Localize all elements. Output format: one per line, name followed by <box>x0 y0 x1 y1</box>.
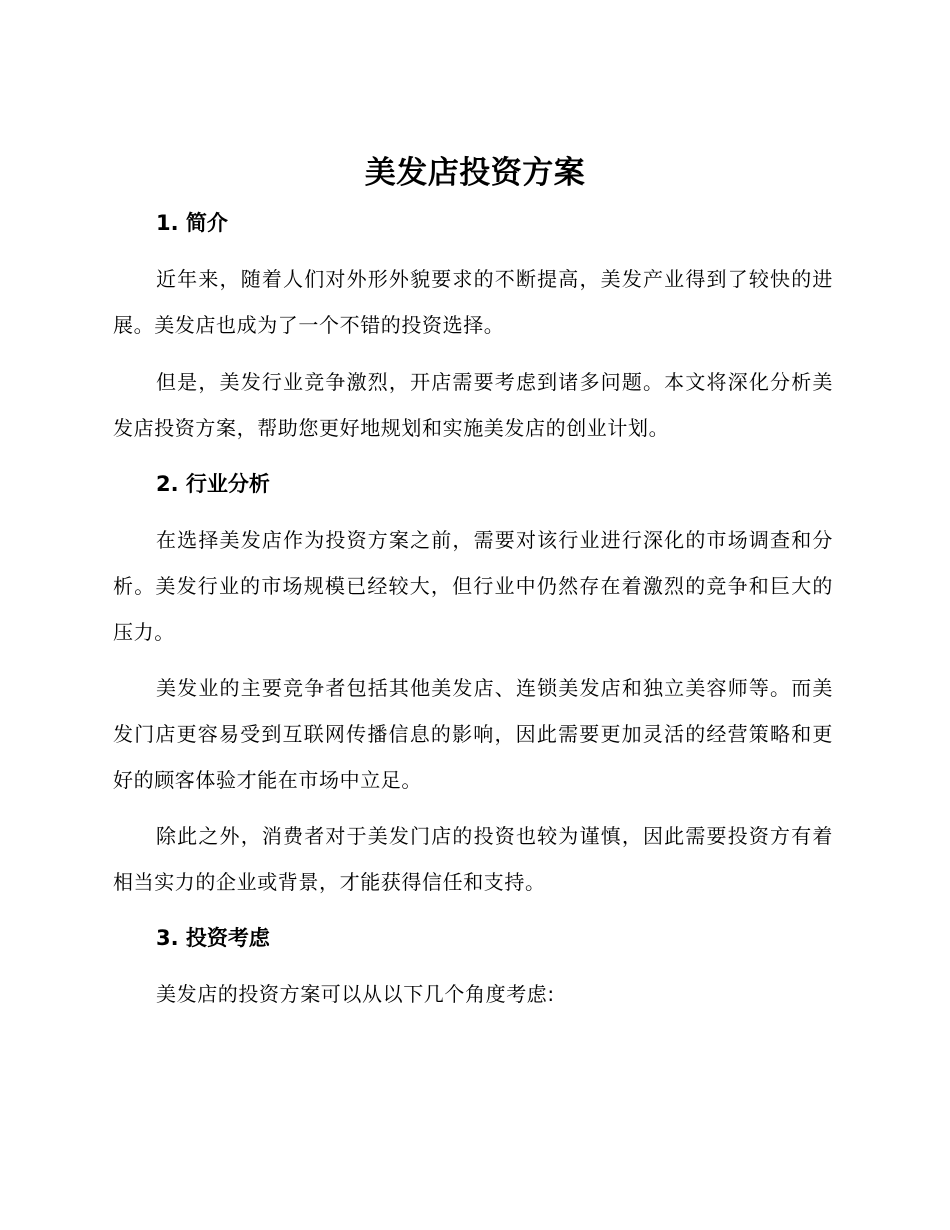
paragraph: 在选择美发店作为投资方案之前，需要对该行业进行深化的市场调查和分析。美发行业的市场规模已经较大，但行业中仍然存在着激烈的竞争和巨大的压力。 <box>113 528 833 644</box>
section-heading-industry-analysis: 2. 行业分析 <box>156 472 270 496</box>
paragraph: 近年来，随着人们对外形外貌要求的不断提高，美发产业得到了较快的进展。美发店也成为了一个不错的投资选择。 <box>113 267 833 337</box>
paragraph: 美发业的主要竞争者包括其他美发店、连锁美发店和独立美容师等。而美发门店更容易受到互联网传播信息的影响，因此需要更加灵活的经营策略和更好的顾客体验才能在市场中立足。 <box>113 676 833 792</box>
paragraph: 除此之外，消费者对于美发门店的投资也较为谨慎，因此需要投资方有着相当实力的企业或背景，才能获得信任和支持。 <box>113 824 833 894</box>
paragraph: 但是，美发行业竞争激烈，开店需要考虑到诸多问题。本文将深化分析美发店投资方案，帮助您更好地规划和实施美发店的创业计划。 <box>113 370 833 440</box>
section-heading-intro: 1. 简介 <box>156 211 228 235</box>
paragraph: 美发店的投资方案可以从以下几个角度考虑: <box>156 982 555 1006</box>
document-title: 美发店投资方案 <box>364 155 586 191</box>
section-heading-investment-considerations: 3. 投资考虑 <box>156 926 270 950</box>
